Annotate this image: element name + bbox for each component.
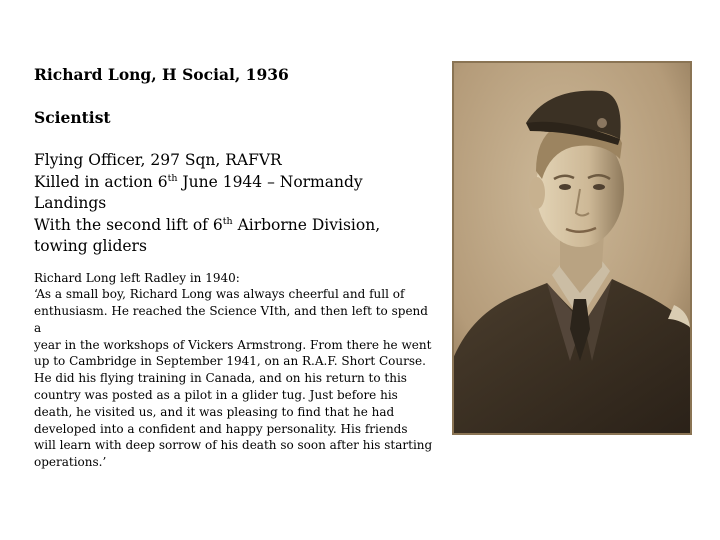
second-lift-line: With the second lift of 6th Airborne Division, [34, 215, 381, 234]
obituary-line: enthusiasm. He reached the Science VIth, and then left to spend a [34, 304, 428, 335]
killed-in-action-line-2: Landings [34, 194, 107, 212]
obituary-line: will learn with deep sorrow of his death so soon after his starting [34, 438, 433, 453]
portrait-photo [452, 61, 692, 435]
obituary-line: death, he visited us, and it was pleasing to find that he had [34, 404, 395, 419]
name-heading: Richard Long, H Social, 1936 [34, 65, 289, 84]
obituary-line: developed into a confident and happy personality. His friends [34, 421, 408, 436]
obituary-line: ‘As a small boy, Richard Long was always cheerful and full of [34, 287, 405, 302]
profession-heading: Scientist [34, 108, 111, 127]
text-block [34, 64, 434, 471]
rank-unit-line: Flying Officer, 297 Sqn, RAFVR [34, 151, 282, 169]
obituary-line: year in the workshops of Vickers Armstrong. From there he went [34, 337, 432, 352]
obituary-intro: Richard Long left Radley in 1940: [34, 270, 240, 285]
killed-in-action-line: Killed in action 6th June 1944 – Normandy [34, 172, 363, 191]
portrait-illustration [452, 61, 692, 435]
second-lift-line-2: towing gliders [34, 237, 147, 255]
obituary-line: up to Cambridge in September 1941, on an R.A.F. Short Course. [34, 354, 426, 369]
obituary-line: operations.’ [34, 455, 107, 470]
obituary-line: country was posted as a pilot in a glider tug. Just before his [34, 388, 398, 403]
obituary-line: He did his flying training in Canada, and on his return to this [34, 371, 407, 386]
